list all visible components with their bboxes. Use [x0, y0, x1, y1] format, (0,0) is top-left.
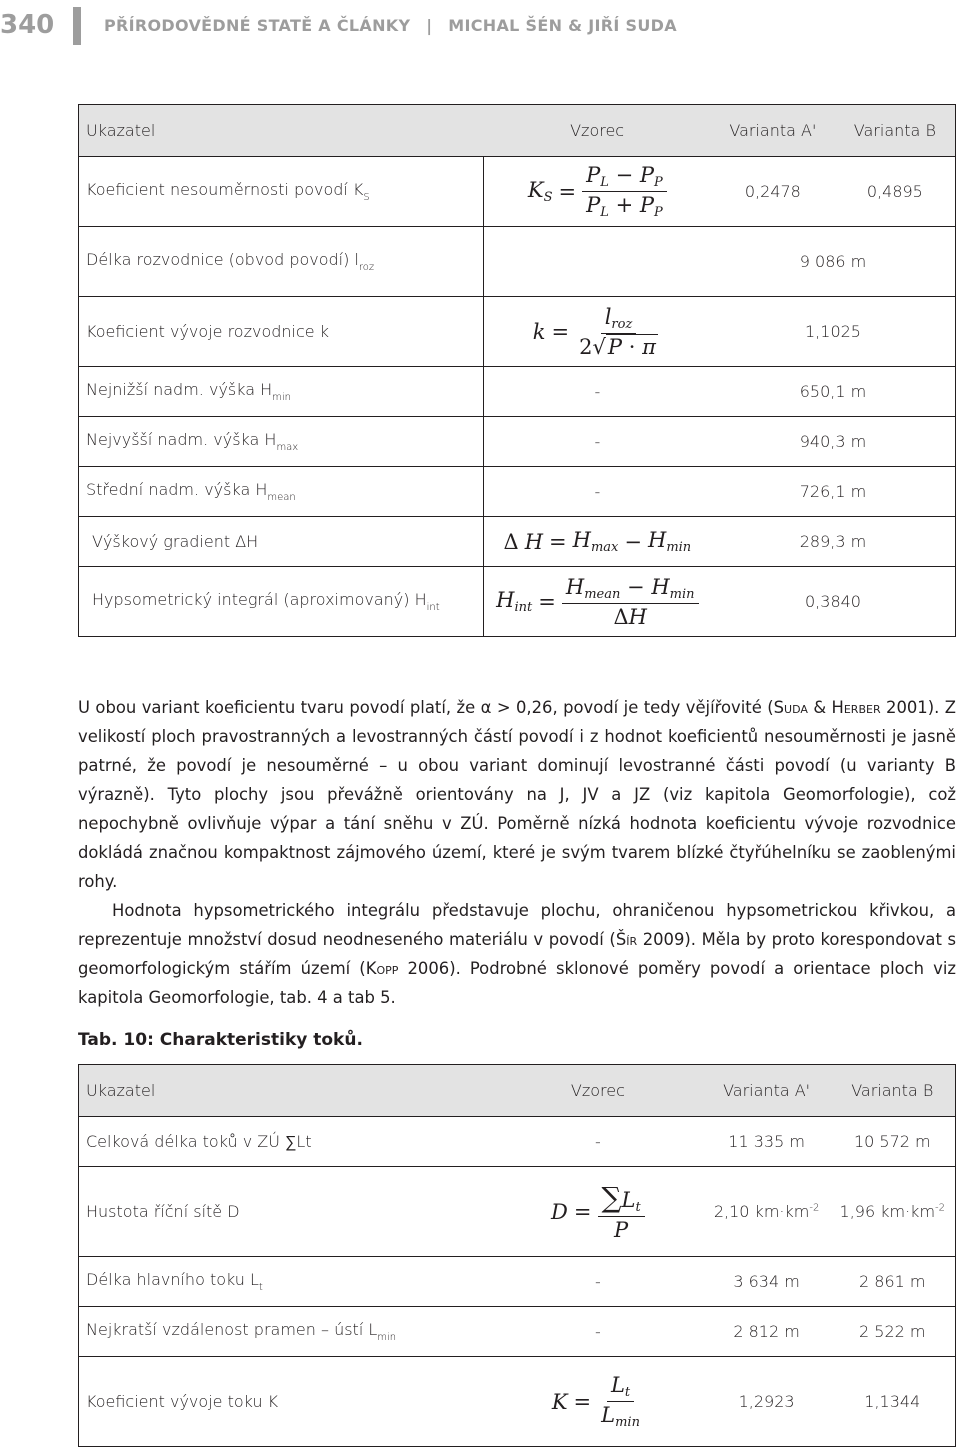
value-variant-b: 1,96 $km\cdot km^{-2}$	[830, 1167, 956, 1257]
formula-h-int	[483, 567, 711, 637]
formula-dash: -	[483, 417, 711, 467]
value-variant-a: 0,2478	[711, 157, 835, 227]
formula-dash: -	[492, 1307, 704, 1357]
table-row	[79, 297, 956, 367]
table-row	[79, 1257, 956, 1307]
formula-cell-empty	[483, 227, 711, 297]
running-header	[0, 0, 960, 52]
table-basin-shape	[78, 104, 956, 637]
formula-ks-math: $K_S$ = $\frac{P_L - P_P}{P_L + P_P}$	[528, 163, 667, 220]
table-stream-characteristics	[78, 1064, 956, 1447]
col-header-variant-a: Varianta A'	[704, 1065, 830, 1117]
value-variant-b: 10 572 m	[830, 1117, 956, 1167]
table-row	[79, 567, 956, 637]
formula-d	[492, 1167, 704, 1257]
body-text	[78, 693, 956, 1012]
value-both-variants: 650,1 m	[711, 367, 956, 417]
col-header-variant-a: Varianta A'	[711, 105, 835, 157]
value-both-variants: 1,1025	[711, 297, 956, 367]
value-variant-b: 1,1344	[830, 1357, 956, 1447]
row-label: Hypsometrický integrál (aproximovaný) $H_{int}$	[79, 567, 484, 637]
col-header-indicator: Ukazatel	[79, 1065, 493, 1117]
formula-k-math: k = $\frac{l_{roz}}{2√P \cdot \pi}$	[532, 304, 656, 359]
table-caption: Tab. 10: Charakteristiky toků.	[78, 1030, 363, 1050]
value-both-variants: 726,1 m	[711, 467, 956, 517]
col-header-variant-b: Varianta B	[830, 1065, 956, 1117]
col-header-variant-b: Varianta B	[835, 105, 956, 157]
table-header-row	[79, 105, 956, 157]
row-label: Nejkratší vzdálenost pramen – ústí $L_{min}$	[79, 1307, 493, 1357]
row-label: Střední nadm. výška $H_{mean}$	[79, 467, 484, 517]
row-label: Koeficient vývoje rozvodnice k	[79, 297, 484, 367]
value-variant-a: 3 634 m	[704, 1257, 830, 1307]
formula-dash: -	[492, 1117, 704, 1167]
table-row	[79, 157, 956, 227]
row-label: Koeficient nesouměrnosti povodí $K_S$	[79, 157, 484, 227]
paragraph-1: U obou variant koeficientu tvaru povodí platí, že α > 0,26, povodí je tedy vějířovité (Suda & Herber 2001). Z velikostí ploch pravostranných a levostranných částí povodí i z hodnot koeficientů nesouměrnosti je jasně patrné, že povodí je nesouměrné – u obou variant dominují levostranné části povodí (u varianty B výrazně). Tyto plochy jsou převážně orientovány na J, JV a JZ (viz kapitola Geomorfologie), což nepochybně ovlivňuje výpar a tání sněhu v ZÚ. Poměrně nízká hodnota koeficientu vývoje rozvodnice dokládá značnou kompaktnost zájmového území, které je svým tvarem blízké čtyřúhelníku se zaoblenými rohy.	[78, 698, 956, 891]
page-number: 340	[0, 10, 55, 40]
formula-dash: -	[483, 367, 711, 417]
paragraph-2: Hodnota hypsometrického integrálu představuje plochu, ohraničenou hypsometrickou křivkou, a reprezentuje množství dosud neodneseného materiálu v povodí (Šír 2009). Měla by proto korespondovat s geomorfologickým stářím území (Kopp 2006). Podrobné sklonové poměry povodí a orientace ploch viz kapitola Geomorfologie, tab. 4 a tab 5.	[78, 901, 957, 1007]
formula-k	[483, 297, 711, 367]
row-label: Koeficient vývoje toku K	[79, 1357, 493, 1447]
formula-ks	[483, 157, 711, 227]
row-label: Hustota říční sítě D	[79, 1167, 493, 1257]
authors: MICHAL ŠÉN & JIŘÍ SUDA	[448, 16, 677, 35]
table-row	[79, 467, 956, 517]
value-both-variants: 9 086 m	[711, 227, 956, 297]
formula-h-int-math: $H_{int}$ = $\frac{H_{mean} - H_{min}}{\Delta H}$	[496, 575, 698, 629]
table-row	[79, 227, 956, 297]
formula-dash: -	[483, 467, 711, 517]
row-label: Délka rozvodnice (obvod povodí) $l_{roz}$	[79, 227, 484, 297]
running-title	[104, 16, 677, 35]
citation: Šír	[615, 930, 638, 949]
row-label: Výškový gradient ΔH	[79, 517, 484, 567]
table-row	[79, 417, 956, 467]
table-row	[79, 1357, 956, 1447]
formula-dash: -	[492, 1257, 704, 1307]
col-header-formula: Vzorec	[483, 105, 711, 157]
value-variant-b: 2 522 m	[830, 1307, 956, 1357]
header-divider-bar	[73, 7, 81, 45]
formula-delta-h	[483, 517, 711, 567]
table-row	[79, 1117, 956, 1167]
value-variant-b: 0,4895	[835, 157, 956, 227]
value-variant-a: 11 335 m	[704, 1117, 830, 1167]
row-label: Celková délka toků v ZÚ ∑Lt	[79, 1117, 493, 1167]
table-row	[79, 1167, 956, 1257]
formula-k-stream-math: K = $\frac{L_t}{L_{min}}$	[551, 1373, 640, 1430]
value-both-variants: 940,3 m	[711, 417, 956, 467]
header-separator: |	[426, 16, 433, 35]
table-row	[79, 1307, 956, 1357]
citation: Suda & Herber	[773, 698, 881, 717]
row-label: Nejvyšší nadm. výška $H_{max}$	[79, 417, 484, 467]
value-variant-b: 2 861 m	[830, 1257, 956, 1307]
col-header-indicator: Ukazatel	[79, 105, 484, 157]
row-label: Nejnižší nadm. výška $H_{min}$	[79, 367, 484, 417]
value-variant-a: 1,2923	[704, 1357, 830, 1447]
value-variant-a: 2,10 $km\cdot km^{-2}$	[704, 1167, 830, 1257]
table-header-row	[79, 1065, 956, 1117]
value-variant-a: 2 812 m	[704, 1307, 830, 1357]
table-row	[79, 367, 956, 417]
row-label: Délka hlavního toku $L_t$	[79, 1257, 493, 1307]
value-both-variants: 0,3840	[711, 567, 956, 637]
formula-d-math: D = $\frac{\sum L_t}{P}$	[551, 1181, 645, 1242]
citation: Kopp	[365, 959, 399, 978]
formula-k-stream	[492, 1357, 704, 1447]
table-row	[79, 517, 956, 567]
value-both-variants: 289,3 m	[711, 517, 956, 567]
section-name: PŘÍRODOVĚDNÉ STATĚ A ČLÁNKY	[104, 16, 411, 35]
col-header-formula: Vzorec	[492, 1065, 704, 1117]
formula-delta-h-math: Δ H = $H_{max}$ − $H_{min}$	[503, 528, 692, 555]
